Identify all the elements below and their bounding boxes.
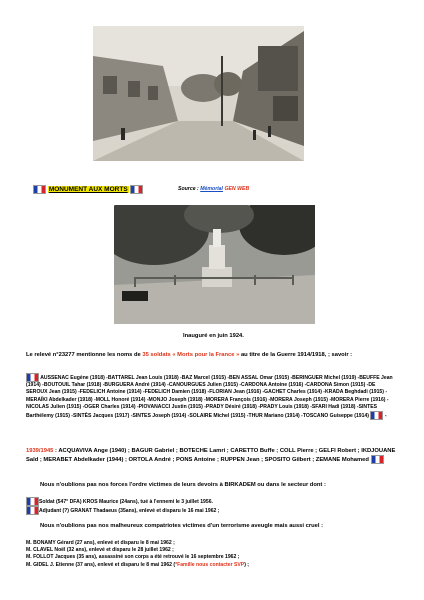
ww2-paragraph <box>26 447 398 464</box>
source-credit <box>178 186 249 192</box>
french-flag-icon <box>370 411 383 420</box>
civilian-item: M. GIDEL J. Etienne (37 ans), enlevé et disparu le 8 mai 1962 (*Famille nous contacter SVP) ; <box>26 561 249 568</box>
intro-paragraph <box>26 351 398 359</box>
french-flag-icon <box>26 497 39 506</box>
source-link[interactable]: Mémorial <box>200 186 223 192</box>
civilian-item: M. FOLLOT Jacques (35 ans), assassiné son corps a été retrouvé le 16 septembre 1962 ; <box>26 554 240 561</box>
source-gen: GEN WEB <box>224 186 250 192</box>
ww2-years: 1939/1945 <box>26 448 54 454</box>
intro-highlight: 35 soldats « Morts pour la France » <box>142 352 240 358</box>
ww1-names: AUSSENAC Eugène (1918) -BATTAREL Jean Louis (1918) -BAZ Marcel (1915) -BEN ASSAL Omar (1915) -BERINGUER Michel (1919) -BEUFFE Jean (1914) -BOUTOUIL Tahar (1918) -BURGUERA André (1914) -CANOURGUES Julien (1915) -CARDONA Antoine (1916) -CARDONA Simon (1915) -DE SEROUX Jean (1915) -FEDELICH Antoine (1914) -FEDELICH Damien (1918) -FLORIAN Jean (1916) -GACHET Charles (1914) -KRADA Beghdadi (1915) -MERAÏKI Abdelkader (1918) -MOLL Honoré (1914) -MONJO Joseph (1918) -MORERA François (1916) -MORERA Joseph (1915) -MORERA Pierre (1916) -NICOLAS Julien (1915) -OGER Charles (1914) -PIOVANACCI Justin (1915) -PRADY Désiré (1918) -PRADY Louis (1918) -SFARI Hadi (1918) -SINTES Barthélemy (1915) -SINTÈS Jacques (1917) -SINTES Joseph (1914) -SOLAIRE Michel (1915) -THUR Mariano (1914) -TOSCANO Guiseppe (1914) <box>26 374 393 420</box>
french-flag-icon <box>26 506 39 515</box>
street-photo <box>93 26 304 161</box>
intro-before: Le relevé n°23277 mentionne les noms de <box>26 352 143 358</box>
french-flag-icon <box>371 455 384 464</box>
intro-after: au titre de la Guerre 1914/1918, ; savoir : <box>239 352 353 358</box>
ww1-names-list <box>26 373 396 420</box>
civilians-heading: Nous n'oublions pas nos malheureux compatriotes victimes d'un terrorisme aveugle mais aussi cruel : <box>40 523 324 529</box>
section-title: MONUMENT AUX MORTS <box>48 186 128 194</box>
forces-list <box>26 497 398 515</box>
forces-item: Adjudant (?) GRANAT Thadaeus (35ans), enlevé et disparu le 16 mai 1962 ; <box>26 506 398 515</box>
civilian-item: M. CLAVEL Noël (32 ans), enlevé et disparu le 28 juillet 1962 ; <box>26 547 174 554</box>
section-heading <box>33 185 143 194</box>
ww1-names-end: - <box>383 413 387 420</box>
forces-heading: Nous n'oublions pas nos forces l'ordre victimes de leurs devoirs à BIRKADEM ou dans le secteur dont : <box>40 482 326 488</box>
family-contact-note: *Famille nous contacter SVP <box>175 561 245 568</box>
source-prefix: Source : <box>178 186 201 192</box>
forces-item: Soldat (547° DFA) KROS Maurice (24ans), tué à l'ennemi le 3 juillet 1956. <box>26 497 398 506</box>
monument-photo <box>114 205 315 324</box>
civilians-list <box>26 540 398 569</box>
photo-caption: Inauguré en juin 1924. <box>183 333 244 339</box>
civilian-item: M. BONAMY Gérard (27 ans), enlevé et disparu le 8 mai 1962 ; <box>26 540 175 546</box>
french-flag-icon <box>130 185 143 194</box>
french-flag-icon <box>33 185 46 194</box>
french-flag-icon <box>26 373 39 382</box>
ww2-names: : ACQUAVIVA Ange (1940) ; BAGUR Gabriel ; BOTECHE Lamri ; CARETTO Buffe ; COLL Pierre ; GELFI Robert ; IKDJOUANE Saïd ; MERABET Abdelkader (1944) ; ORTOLA André ; PONS Antoine ; RUPPEN Jean ; SPOSITO Gilbert ; ZEMANE Mohamed <box>26 448 396 464</box>
